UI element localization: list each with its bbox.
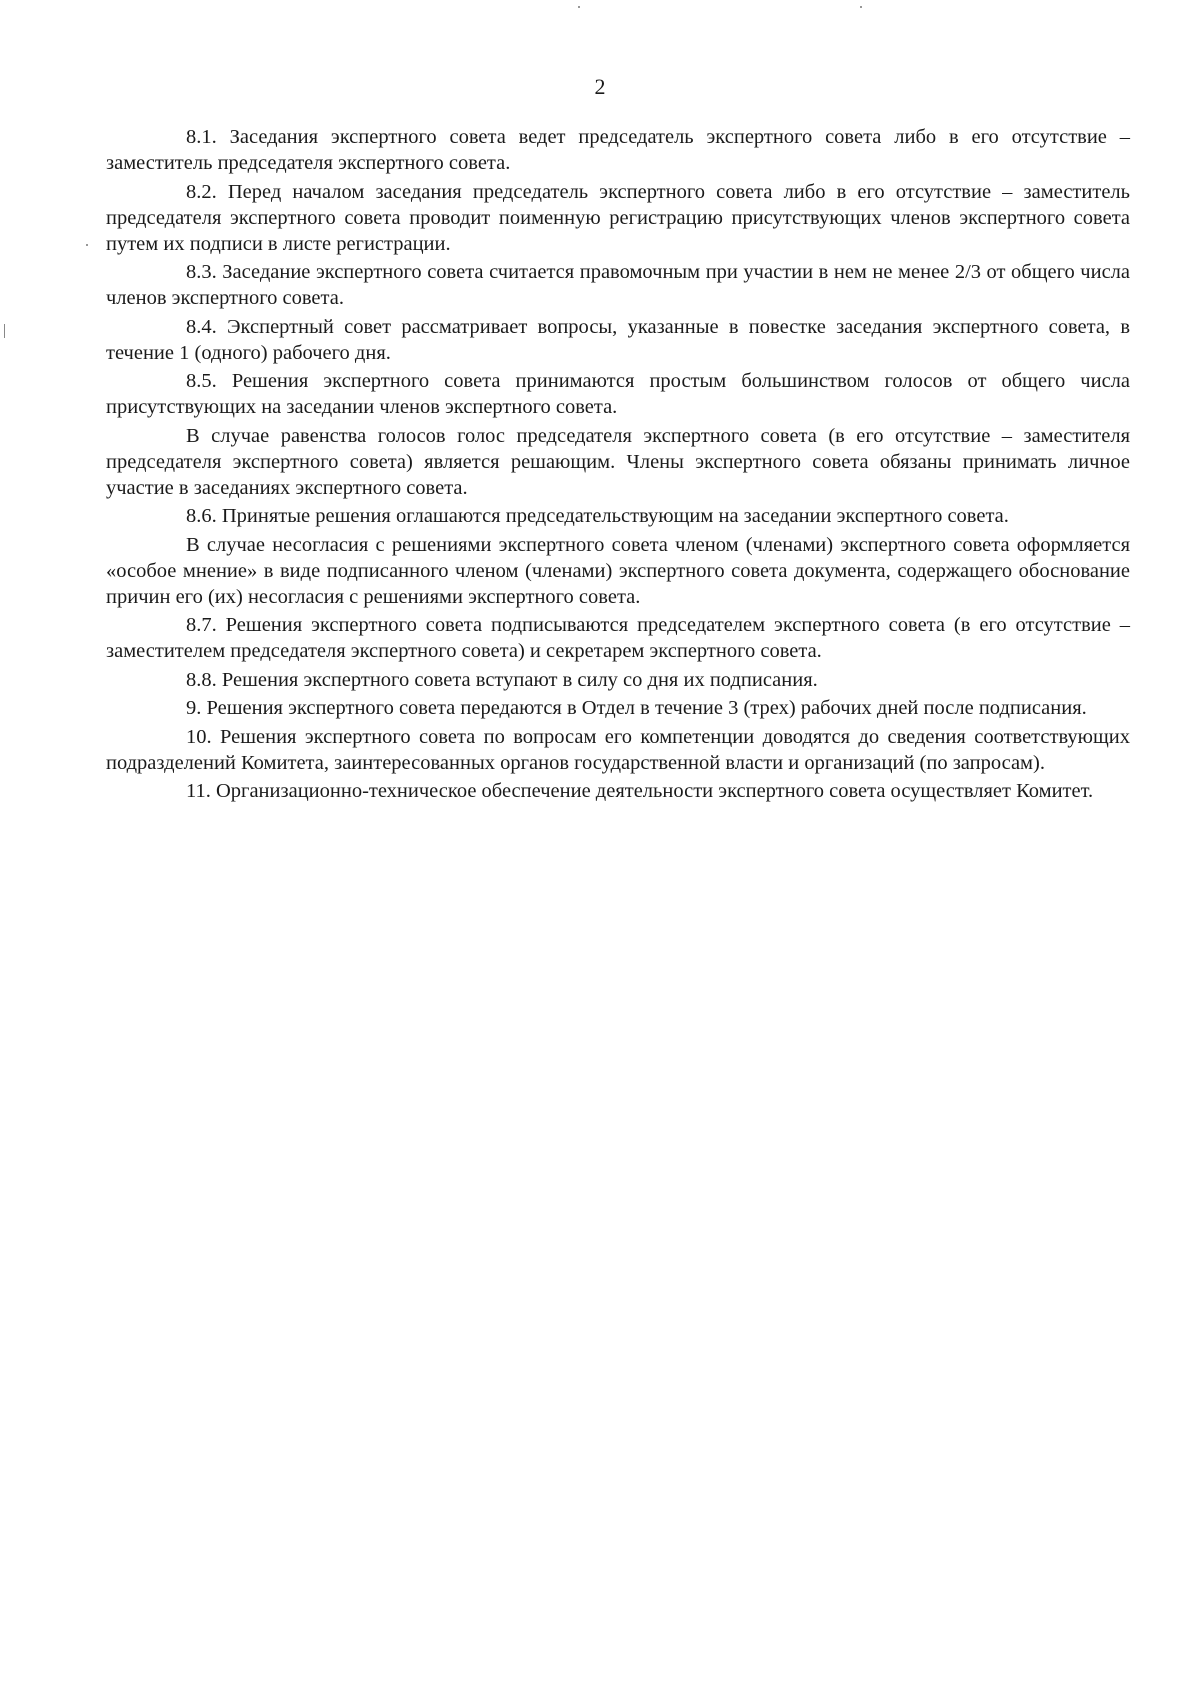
paragraph-8-6-dissent: В случае несогласия с решениями экспертного совета членом (членами) экспертного совета оформляется «особое мнение» в виде подписанного членом (членами) экспертного совета документа, содержащего обоснование причин его (их) несогласия с решениями экспертного совета. bbox=[106, 533, 1130, 608]
paragraph-11: 11. Организационно-техническое обеспечение деятельности экспертного совета осуществляет Комитет. bbox=[186, 780, 1094, 802]
paragraph-8-5-tie-vote: В случае равенства голосов голос председателя экспертного совета (в его отсутствие – заместителя председателя экспертного совета) является решающим. Члены экспертного совета обязаны принимать личное участие в заседаниях экспертного совета. bbox=[106, 424, 1130, 499]
paragraph-8-5: 8.5. Решения экспертного совета принимаются простым большинством голосов от общего числа присутствующих на заседании членов экспертного совета. bbox=[106, 370, 1130, 418]
page-number: 2 bbox=[594, 74, 606, 99]
paragraph-8-2: 8.2. Перед началом заседания председатель экспертного совета либо в его отсутствие – заместитель председателя экспертного совета проводит поименную регистрацию присутствующих членов экспертного совета путем их подписи в листе регистрации. bbox=[106, 180, 1130, 255]
paragraph-8-4: 8.4. Экспертный совет рассматривает вопросы, указанные в повестке заседания экспертного совета, в течение 1 (одного) рабочего дня. bbox=[106, 315, 1130, 364]
paragraph-8-6: 8.6. Принятые решения оглашаются председательствующим на заседании экспертного совета. bbox=[186, 505, 1009, 527]
scan-artifact-line bbox=[4, 324, 5, 338]
paragraph-8-8: 8.8. Решения экспертного совета вступают в силу со дня их подписания. bbox=[186, 668, 818, 691]
paragraph-10: 10. Решения экспертного совета по вопросам его компетенции доводятся до сведения соответствующих подразделений Комитета, заинтересованных органов государственной власти и организаций (по запросам). bbox=[106, 725, 1130, 774]
paragraph-9: 9. Решения экспертного совета передаются в Отдел в течение 3 (трех) рабочих дней после подписания. bbox=[186, 697, 1087, 719]
paragraph-8-3: 8.3. Заседание экспертного совета считается правомочным при участии в нем не менее 2/3 от общего числа членов экспертного совета. bbox=[106, 261, 1130, 309]
scan-artifact-dot bbox=[860, 6, 862, 8]
paragraph-8-1: 8.1. Заседания экспертного совета ведет председатель экспертного совета либо в его отсутствие – заместитель председателя экспертного совета. bbox=[106, 126, 1130, 174]
paragraph-8-7: 8.7. Решения экспертного совета подписываются председателем экспертного совета (в его отсутствие – заместителем председателя экспертного совета) и секретарем экспертного совета. bbox=[106, 614, 1130, 662]
scan-artifact-dot bbox=[578, 6, 580, 8]
scan-artifact-dot bbox=[86, 244, 88, 246]
document-body bbox=[106, 124, 1130, 807]
